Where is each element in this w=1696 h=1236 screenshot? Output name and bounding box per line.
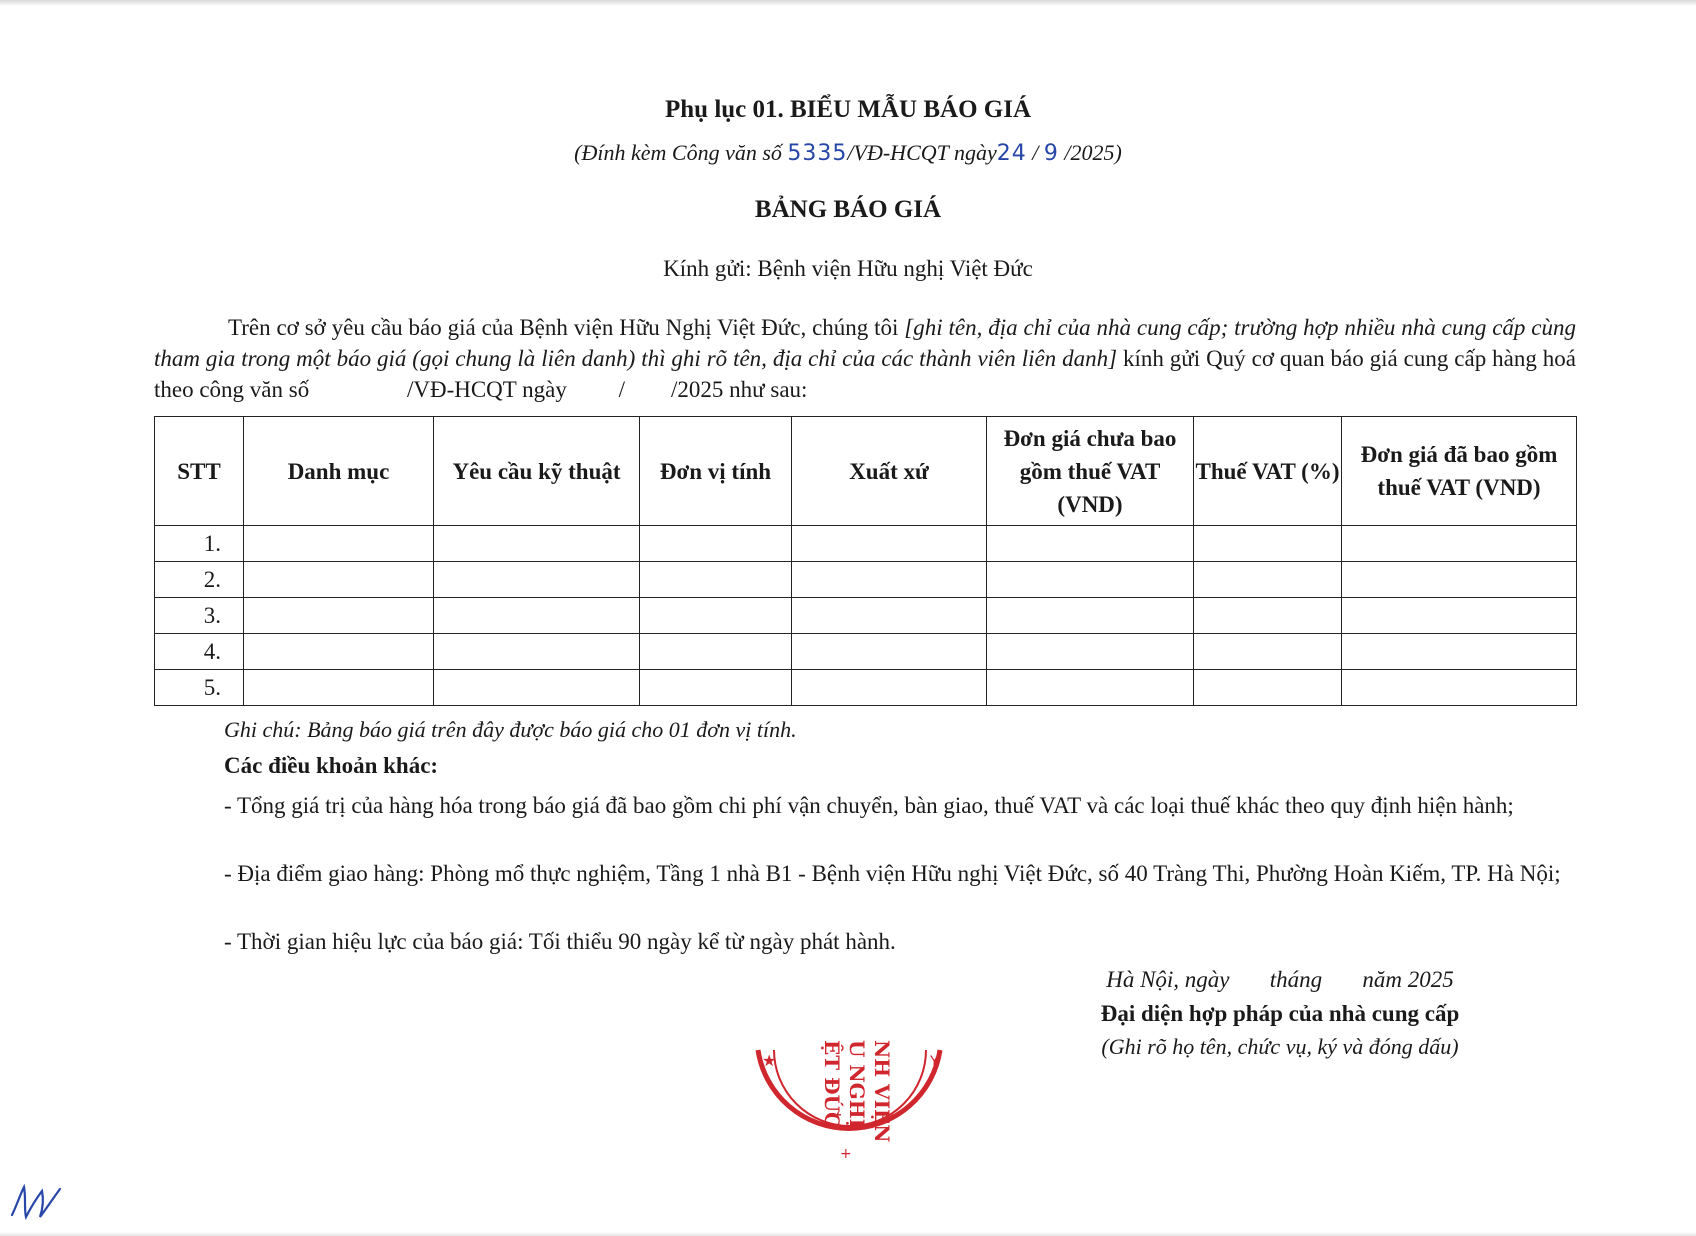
date-separator: / [1026,140,1044,165]
intro-text-2: kính gửi Quý cơ quan báo giá cung cấp hàng hoá theo công văn số /VĐ-HCQT ngày / /2025 như sau: [154,346,1576,402]
term-item: - Địa điểm giao hàng: Phòng mổ thực nghiệm, Tầng 1 nhà B1 - Bệnh viện Hữu nghị Việt Đức, số 40 Tràng Thi, Phường Hoàn Kiếm, TP. Hà Nội; [224,861,1561,886]
attachment-reference [0,140,1696,166]
table-cell [1342,634,1577,670]
reference-mid: /VĐ-HCQT ngày [847,140,997,165]
table-cell [792,526,987,562]
table-cell [1194,526,1342,562]
table-cell [792,634,987,670]
table-cell [1194,634,1342,670]
intro-instruction: [ghi tên, địa chỉ của nhà cung cấp; trường hợp nhiều nhà cung cấp cùng tham gia trong một báo giá (gọi chung là liên danh) thì ghi rõ tên, địa chỉ của các thành viên liên danh] [154,315,1576,371]
table-cell [792,670,987,706]
table-cell [1194,562,1342,598]
header-item: Danh mục [244,417,434,526]
red-seal-stamp [740,1030,960,1180]
table-header-row [155,417,1577,526]
table-cell [640,598,792,634]
table-row [155,598,1577,634]
table-cell [792,598,987,634]
row-number: 3. [155,598,244,634]
table-cell [244,670,434,706]
row-number: 2. [155,562,244,598]
terms-title: Các điều khoản khác: [224,753,439,778]
table-cell [434,634,640,670]
table-row [155,526,1577,562]
header-vat: Thuế VAT (%) [1194,417,1342,526]
header-price-incl-vat: Đơn giá đã bao gồm thuế VAT (VND) [1342,417,1577,526]
table-cell [244,526,434,562]
table-cell [640,562,792,598]
table-cell [1194,598,1342,634]
handwritten-doc-number: 5335 [787,141,848,166]
quotation-table [154,416,1577,706]
svg-text:+: + [840,1146,852,1162]
stamp-line: U NGHỊ [845,1040,869,1129]
scan-edge [0,1232,1696,1236]
table-cell [434,598,640,634]
signature-role: Đại diện hợp pháp của nhà cung cấp [1100,1001,1460,1026]
table-note: Ghi chú: Bảng báo giá trên đây được báo giá cho 01 đơn vị tính. [224,717,797,742]
reference-prefix: (Đính kèm Công văn số [574,140,788,165]
table-cell [1342,562,1577,598]
table-cell [1342,598,1577,634]
handwritten-month: 9 [1043,141,1059,166]
header-unit: Đơn vị tính [640,417,792,526]
header-stt: STT [155,417,244,526]
recipient-line: Kính gửi: Bệnh viện Hữu nghị Việt Đức [663,256,1033,281]
table-cell [640,670,792,706]
table-cell [1342,526,1577,562]
table-cell [244,634,434,670]
stamp-line: NH VIỆN [870,1040,894,1143]
header-spec: Yêu cầu kỹ thuật [434,417,640,526]
table-cell [987,526,1194,562]
header-origin: Xuất xứ [792,417,987,526]
table-cell [1342,670,1577,706]
table-cell [640,526,792,562]
signature-date-line: Hà Nội, ngày tháng năm 2025 [1106,967,1454,992]
handwritten-initials [6,1165,66,1225]
table-row [155,634,1577,670]
document-heading: BẢNG BÁO GIÁ [754,196,942,223]
table-cell [244,562,434,598]
table-cell [434,670,640,706]
term-item: - Thời gian hiệu lực của báo giá: Tối thiểu 90 ngày kể từ ngày phát hành. [224,929,896,954]
table-row [155,562,1577,598]
scan-edge [0,0,1696,6]
table-cell [434,526,640,562]
intro-text-1: Trên cơ sở yêu cầu báo giá của Bệnh viện Hữu Nghị Việt Đức, chúng tôi [228,315,905,340]
table-cell [792,562,987,598]
term-item: - Tổng giá trị của hàng hóa trong báo giá đã bao gồm chi phí vận chuyển, bàn giao, thuế VAT và các loại thuế khác theo quy định hiện hành; [224,793,1514,818]
row-number: 5. [155,670,244,706]
stamp-line: ỆT ĐỨC [820,1040,844,1128]
table-cell [640,634,792,670]
row-number: 1. [155,526,244,562]
table-cell [244,598,434,634]
handwritten-day: 24 [996,141,1027,166]
row-number: 4. [155,634,244,670]
intro-paragraph [154,312,1576,405]
table-cell [987,598,1194,634]
table-cell [987,634,1194,670]
header-price-excl-vat: Đơn giá chưa bao gồm thuế VAT (VND) [987,417,1194,526]
svg-text:★: ★ [762,1051,777,1070]
svg-text:Y: Y [930,1054,939,1070]
table-cell [1194,670,1342,706]
table-row [155,670,1577,706]
table-cell [987,562,1194,598]
reference-suffix: /2025) [1058,140,1122,165]
table-cell [434,562,640,598]
appendix-title: Phụ lục 01. BIỂU MẪU BÁO GIÁ [664,96,1031,123]
signature-hint: (Ghi rõ họ tên, chức vụ, ký và đóng dấu) [1101,1034,1459,1059]
table-cell [987,670,1194,706]
